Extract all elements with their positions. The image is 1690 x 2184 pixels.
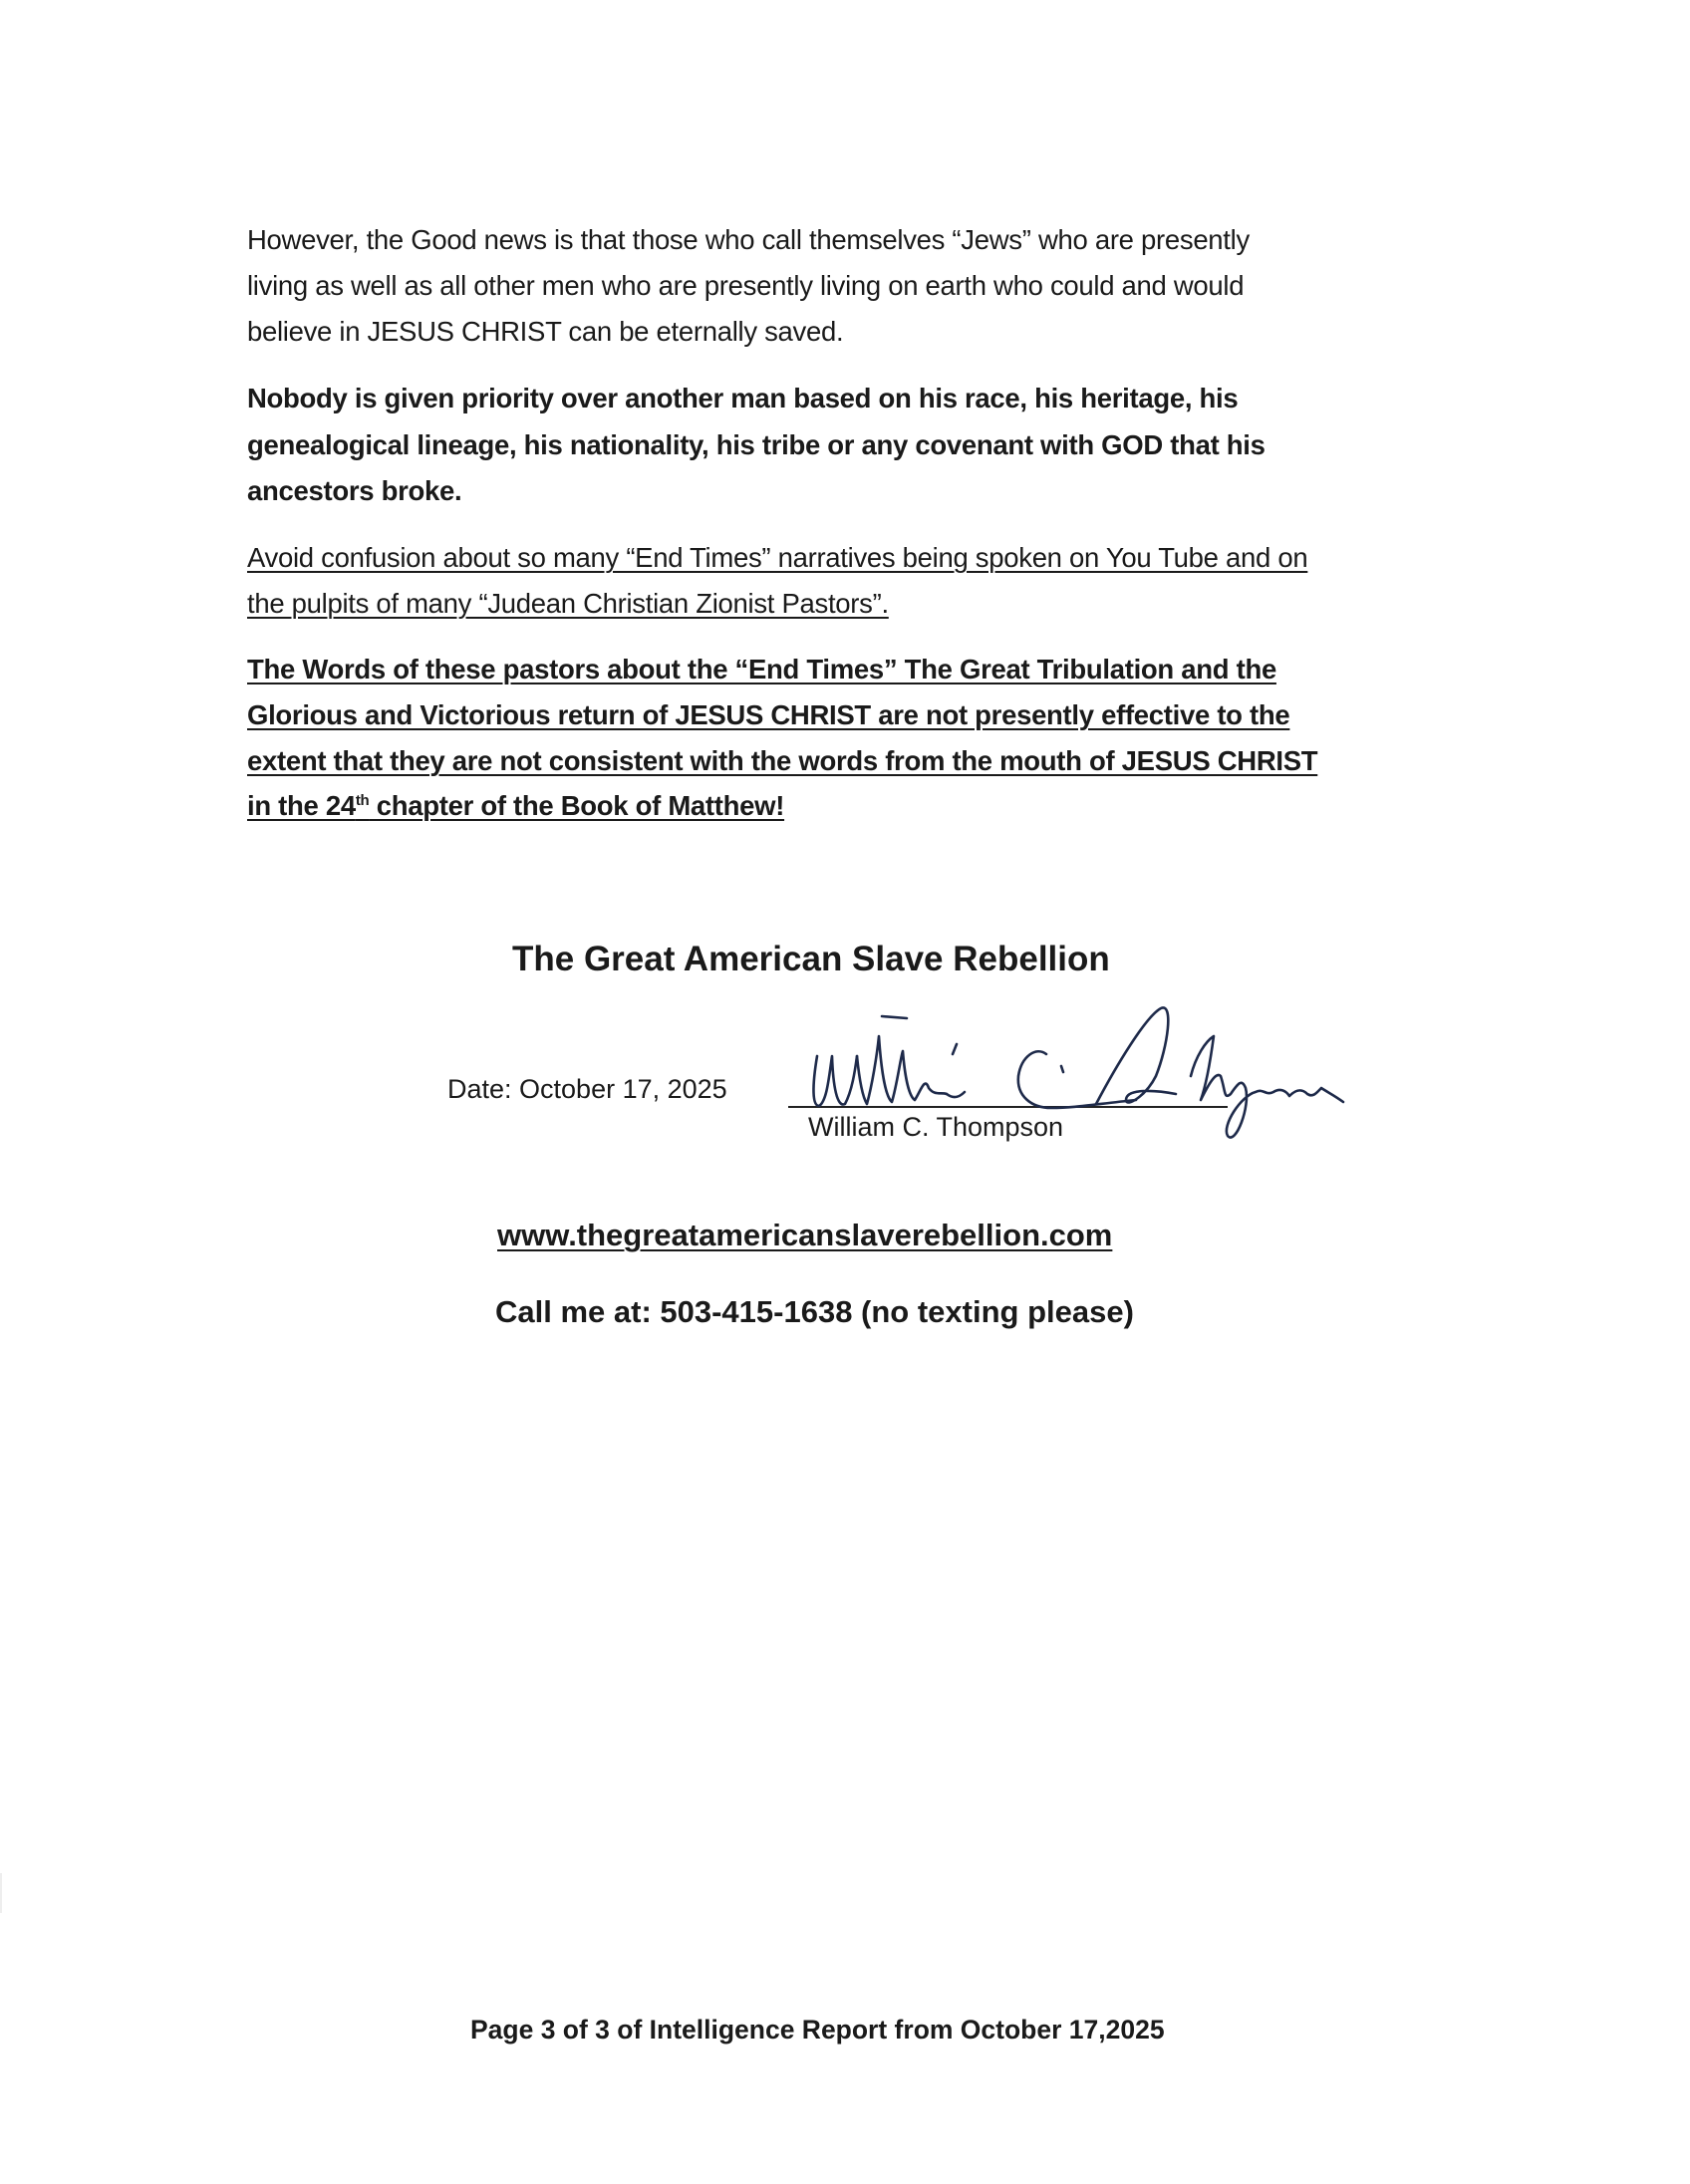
text-line: believe in JESUS CHRIST can be eternally saved.	[247, 316, 844, 347]
text-line: Glorious and Victorious return of JESUS CHRIST are not presently effective to the	[247, 699, 1290, 730]
text-fragment: in the 24	[247, 790, 356, 821]
scan-edge-mark	[0, 1873, 2, 1913]
date-label: Date: October 17, 2025	[447, 1074, 727, 1104]
page-footer: Page 3 of 3 of Intelligence Report from October 17,2025	[470, 2015, 1165, 2045]
text-line	[247, 788, 784, 824]
text-line: However, the Good news is that those who call themselves “Jews” who are presently	[247, 224, 1250, 255]
text-line: extent that they are not consistent with the words from the mouth of JESUS CHRIST	[247, 745, 1318, 776]
superscript: th	[355, 791, 370, 809]
signer-name: William C. Thompson	[808, 1112, 1064, 1142]
text-line: genealogical lineage, his nationality, his tribe or any covenant with GOD that his	[247, 429, 1266, 460]
text-line: Avoid confusion about so many “End Times” narratives being spoken on You Tube and on	[247, 542, 1308, 573]
organization-title: The Great American Slave Rebellion	[512, 940, 1110, 978]
text-line: The Words of these pastors about the “End Times” The Great Tribulation and the	[247, 654, 1276, 684]
text-line: the pulpits of many “Judean Christian Zionist Pastors”.	[247, 588, 889, 619]
website-link[interactable]: www.thegreatamericanslaverebellion.com	[497, 1218, 1113, 1252]
phone-contact: Call me at: 503-415-1638 (no texting please)	[495, 1294, 1134, 1329]
text-line: ancestors broke.	[247, 475, 462, 506]
text-line: living as well as all other men who are presently living on earth who could and would	[247, 270, 1245, 301]
text-fragment: chapter of the Book of Matthew!	[369, 790, 785, 821]
text-line: Nobody is given priority over another man based on his race, his heritage, his	[247, 383, 1239, 413]
